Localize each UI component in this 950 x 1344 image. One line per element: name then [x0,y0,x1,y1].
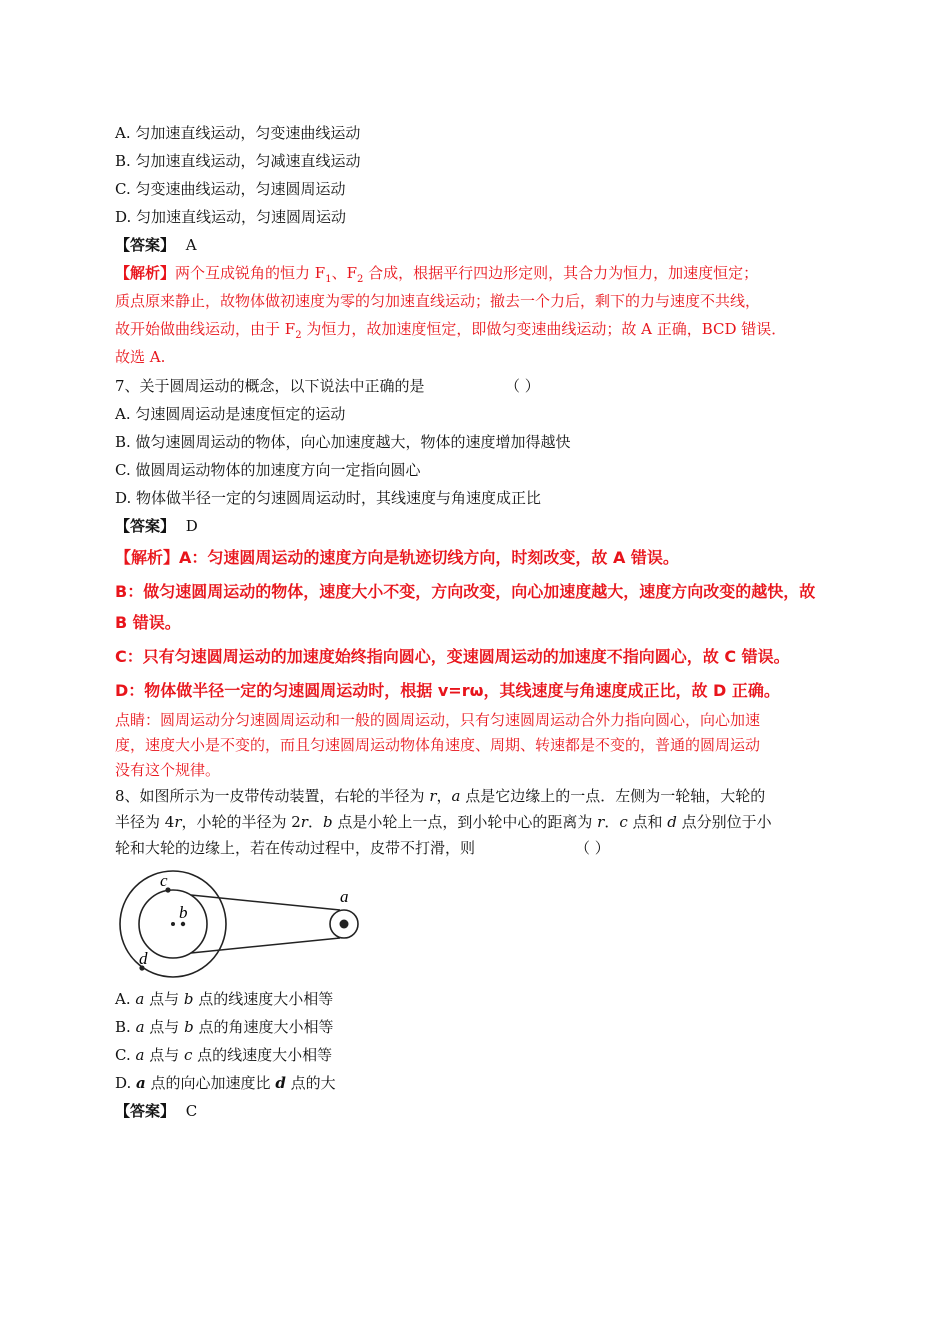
belt [191,895,340,953]
subscript: 1 [325,274,332,285]
option-text: 点与 [144,1046,184,1064]
option-text: 点与 [144,990,184,1008]
q8-stem-line-3: 轮和大轮的边缘上，若在传动过程中，皮带不打滑，则 [115,839,476,857]
var: a [135,990,145,1008]
q6-analysis-line-1 [115,263,758,290]
answer-tag: 【答案】 [115,236,176,254]
analysis-tag: 【解析】 [115,264,176,282]
label-c: c [160,871,168,890]
q7-analysis-b2: B 错误。 [115,613,181,632]
analysis-text: A：匀速圆周运动的速度方向是轨迹切线方向，时刻改变，故 A 错误。 [179,548,679,567]
q7-option-b: B. 做匀速圆周运动的物体，向心加速度越大，物体的速度增加得越快 [115,433,571,451]
q8-option-a [115,989,333,1009]
stem-text: 点分别位于小 [676,813,772,831]
var: a [136,1074,146,1092]
q7-option-a: A. 匀速圆周运动是速度恒定的运动 [115,405,346,423]
var: c [183,1046,193,1064]
analysis-text: 故开始做曲线运动，由于 F [115,320,296,338]
stem-text: ，小轮的半径为 2 [181,813,301,831]
answer-tag: 【答案】 [115,1102,176,1120]
belt-drive-figure [108,868,368,983]
q7-analysis-d: D：物体做半径一定的匀速圆周运动时，根据 v=rω，其线速度与角速度成正比，故 D 正确。 [115,681,780,700]
question-stem: 7、关于圆周运动的概念，以下说法中正确的是 [115,377,425,395]
q8-answer [115,1101,197,1121]
stem-text: 8、如图所示为一皮带传动装置，右轮的半径为 [115,787,430,805]
option-text: 点的线速度大小相等 [192,1046,333,1064]
answer-value: A [185,236,197,254]
q8-option-d [115,1073,336,1093]
option-prefix: D. [115,1074,137,1092]
q6-analysis-line-4: 故选 A. [115,348,166,366]
var: a [135,1018,145,1036]
subscript: 2 [357,274,364,285]
q6-analysis-line-2: 质点原来静止，故物体做初速度为零的匀加速直线运动；撤去一个力后，剩下的力与速度不共线， [115,292,761,310]
stem-text: 半径为 4 [115,813,175,831]
q6-option-d: D. 匀加速直线运动，匀速圆周运动 [115,208,347,226]
var-r: r [300,813,308,831]
var-r: r [429,787,437,805]
q7-analysis-b1: B：做匀速圆周运动的物体，速度大小不变，方向改变，向心加速度越大，速度方向改变的越快，故 [115,582,816,601]
q7-note-line-2: 度，速度大小是不变的，而且匀速圆周运动物体角速度、周期、转速都是不变的，普通的圆周运动 [115,736,761,754]
analysis-text: 、F [331,264,357,282]
q7-stem [115,376,425,396]
var-c: c [619,813,628,831]
stem-text: 点是小轮上一点，到小轮中心的距离为 [332,813,598,831]
q6-option-c: C. 匀变速曲线运动，匀速圆周运动 [115,180,346,198]
answer-tag: 【答案】 [115,517,176,535]
analysis-text: 合成，根据平行四边形定则，其合力为恒力，加速度恒定； [363,264,759,282]
q6-option-a: A. 匀加速直线运动，匀变速曲线运动 [115,124,361,142]
q6-option-b: B. 匀加速直线运动，匀减速直线运动 [115,152,361,170]
q6-analysis-line-3 [115,319,786,346]
small-wheel [139,890,207,958]
option-text: 点的大 [285,1074,336,1092]
stem-text: ． [604,813,620,831]
q8-answer-paren: （ ） [575,839,610,857]
label-a: a [340,887,349,906]
var: d [275,1074,286,1092]
stem-text: ， [436,787,452,805]
q7-note-line-1: 点睛：圆周运动分匀速圆周运动和一般的圆周运动，只有匀速圆周运动合外力指向圆心，向心加速 [115,711,761,729]
label-d: d [139,949,148,968]
answer-value: C [185,1102,198,1120]
var-a: a [451,787,461,805]
var: b [184,1018,194,1036]
q7-answer-paren: （ ） [505,377,540,395]
var: b [183,990,194,1008]
q8-stem-line-1 [115,786,765,806]
option-text: 点的角速度大小相等 [193,1018,334,1036]
stem-text: 点和 [627,813,668,831]
option-text: 点与 [144,1018,185,1036]
analysis-tag: 【解析】 [115,548,180,567]
q7-note-line-3: 没有这个规律。 [115,761,221,779]
stem-text: 点是它边缘上的一点．左侧为一轮轴，大轮的 [460,787,766,805]
option-prefix: A. [115,990,136,1008]
answer-value: D [185,517,198,535]
q8-option-b [115,1017,333,1037]
var: a [135,1046,145,1064]
analysis-text: 为恒力，故加速度恒定，即做匀变速曲线运动；故 A 正确，BCD 错误． [301,320,787,338]
q8-option-c [115,1045,332,1065]
q8-stem-line-2 [115,812,772,832]
stem-text: ． [307,813,323,831]
point-b-marker [181,922,185,926]
right-wheel [330,910,358,938]
var-b: b [322,813,333,831]
option-prefix: C. [115,1046,136,1064]
q7-option-d: D. 物体做半径一定的匀速圆周运动时，其线速度与角速度成正比 [115,489,542,507]
q7-answer [115,516,198,536]
label-b: b [179,903,188,922]
analysis-text: 两个互成锐角的恒力 F [175,264,326,282]
q7-option-c: C. 做圆周运动物体的加速度方向一定指向圆心 [115,461,421,479]
var-r: r [597,813,605,831]
option-text: 点的向心加速度比 [145,1074,276,1092]
q7-analysis-c: C：只有匀速圆周运动的加速度始终指向圆心，变速圆周运动的加速度不指向圆心，故 C 错误。 [115,647,790,666]
var-r: r [174,813,182,831]
q7-analysis-a [115,548,679,568]
option-prefix: B. [115,1018,136,1036]
var-d: d [667,813,677,831]
q6-answer [115,235,197,255]
option-text: 点的线速度大小相等 [193,990,334,1008]
subscript: 2 [295,330,302,341]
